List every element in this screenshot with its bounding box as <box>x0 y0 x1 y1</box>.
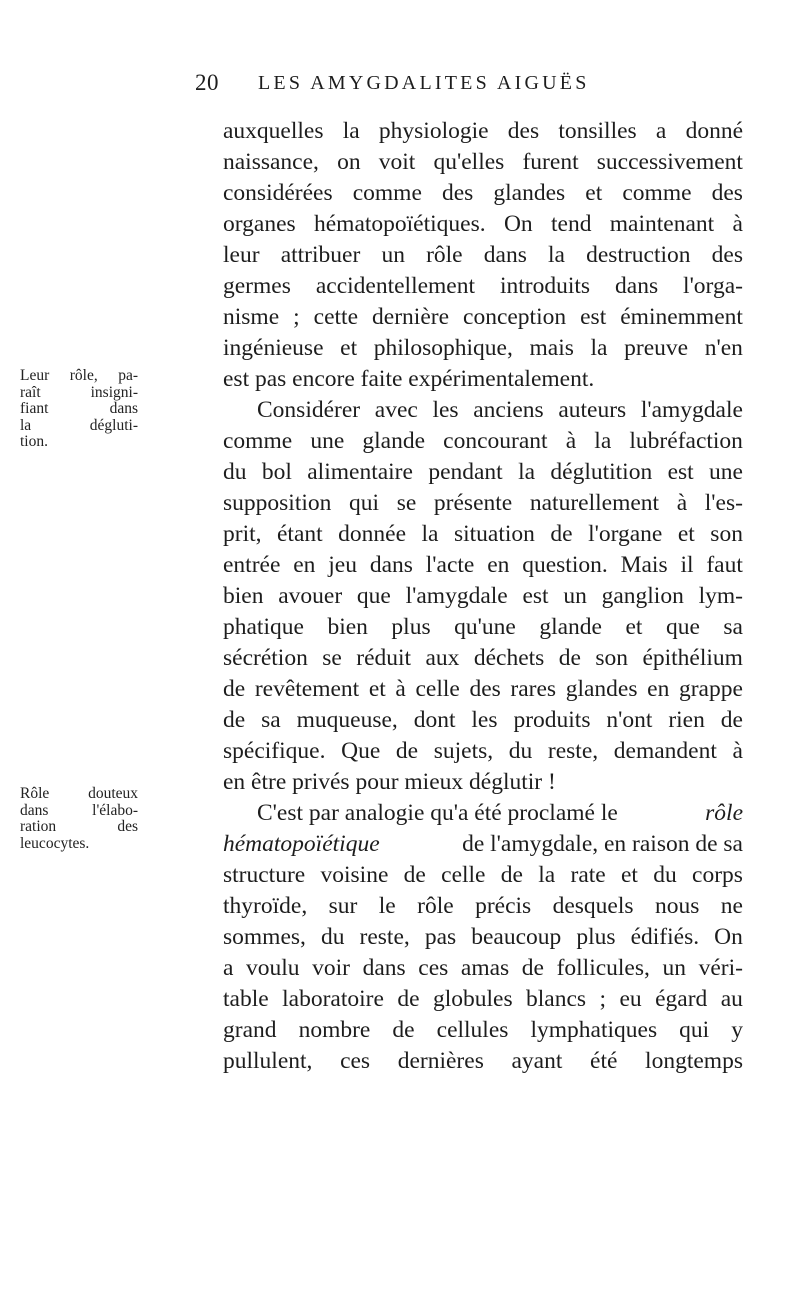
italic-term: hématopoïétique <box>223 831 380 857</box>
margin-note-line: ration des <box>20 818 138 835</box>
text-line: thyroïde, sur le rôle précis desquels nous ne <box>223 893 743 919</box>
margin-note-line: leucocytes. <box>20 834 90 852</box>
body-text <box>223 116 743 1077</box>
text-line: du bol alimentaire pendant la déglutition est une <box>223 459 743 485</box>
text-line: a voulu voir dans ces amas de follicules, un véri- <box>223 955 743 981</box>
text-segment: de l'amygdale, en raison de sa <box>462 831 743 857</box>
text-line: ingénieuse et philosophique, mais la preuve n'en <box>223 335 743 361</box>
text-line: pullulent, ces dernières ayant été longtemps <box>223 1048 743 1074</box>
margin-note-line: tion. <box>20 433 48 450</box>
text-line: naissance, on voit qu'elles furent successivement <box>223 149 743 175</box>
text-line: entrée en jeu dans l'acte en question. Mais il faut <box>223 552 743 578</box>
text-line: spécifique. Que de sujets, du reste, demandent à <box>223 738 743 764</box>
text-line: table laboratoire de globules blancs ; eu égard au <box>223 986 743 1012</box>
margin-note-line: Leur rôle, pa- <box>20 367 138 384</box>
text-line: nisme ; cette dernière conception est éminemment <box>223 304 743 330</box>
text-line: structure voisine de celle de la rate et du corps <box>223 862 743 888</box>
margin-note-leucocytes <box>20 786 138 852</box>
text-line: est pas encore faite expérimentalement. <box>223 366 595 392</box>
text-line: leur attribuer un rôle dans la destruction des <box>223 242 743 268</box>
margin-note-line: la dégluti- <box>20 416 138 434</box>
margin-note-line: raît insigni- <box>20 383 138 401</box>
margin-note-line: Rôle douteux <box>20 785 138 802</box>
text-line: Considérer avec les anciens auteurs l'amygdale <box>257 397 743 423</box>
text-line: de sa muqueuse, dont les produits n'ont rien de <box>223 707 743 733</box>
text-segment: C'est par analogie qu'a été proclamé le <box>257 800 618 826</box>
text-line: bien avouer que l'amygdale est un ganglion lym- <box>223 583 743 609</box>
text-line: auxquelles la physiologie des tonsilles a donné <box>223 118 743 144</box>
text-line: sommes, du reste, pas beaucoup plus édifiés. On <box>223 924 743 950</box>
text-line: considérées comme des glandes et comme des <box>223 180 743 206</box>
text-line: organes hématopoïétiques. On tend maintenant à <box>223 211 743 237</box>
page-header <box>0 70 800 100</box>
margin-note-line: dans l'élabo- <box>20 801 138 819</box>
text-line <box>223 829 743 860</box>
text-line: comme une glande concourant à la lubréfaction <box>223 428 743 454</box>
text-line <box>223 798 743 829</box>
text-line: grand nombre de cellules lymphatiques qui y <box>223 1017 743 1043</box>
text-line: en être privés pour mieux déglutir ! <box>223 769 556 795</box>
margin-note-line: fiant dans <box>20 400 138 417</box>
text-line: germes accidentellement introduits dans l'orga- <box>223 273 743 299</box>
text-line: de revêtement et à celle des rares glandes en grappe <box>223 676 743 702</box>
margin-note-deglutition <box>20 368 138 451</box>
text-line: prit, étant donnée la situation de l'organe et son <box>223 521 743 547</box>
page-number: 20 <box>195 70 219 95</box>
text-line: supposition qui se présente naturellement à l'es- <box>223 490 743 516</box>
italic-term: rôle <box>705 800 743 826</box>
text-line: phatique bien plus qu'une glande et que sa <box>223 614 743 640</box>
running-title: LES AMYGDALITES AIGUËS <box>258 72 590 94</box>
text-line: sécrétion se réduit aux déchets de son épithélium <box>223 645 743 671</box>
